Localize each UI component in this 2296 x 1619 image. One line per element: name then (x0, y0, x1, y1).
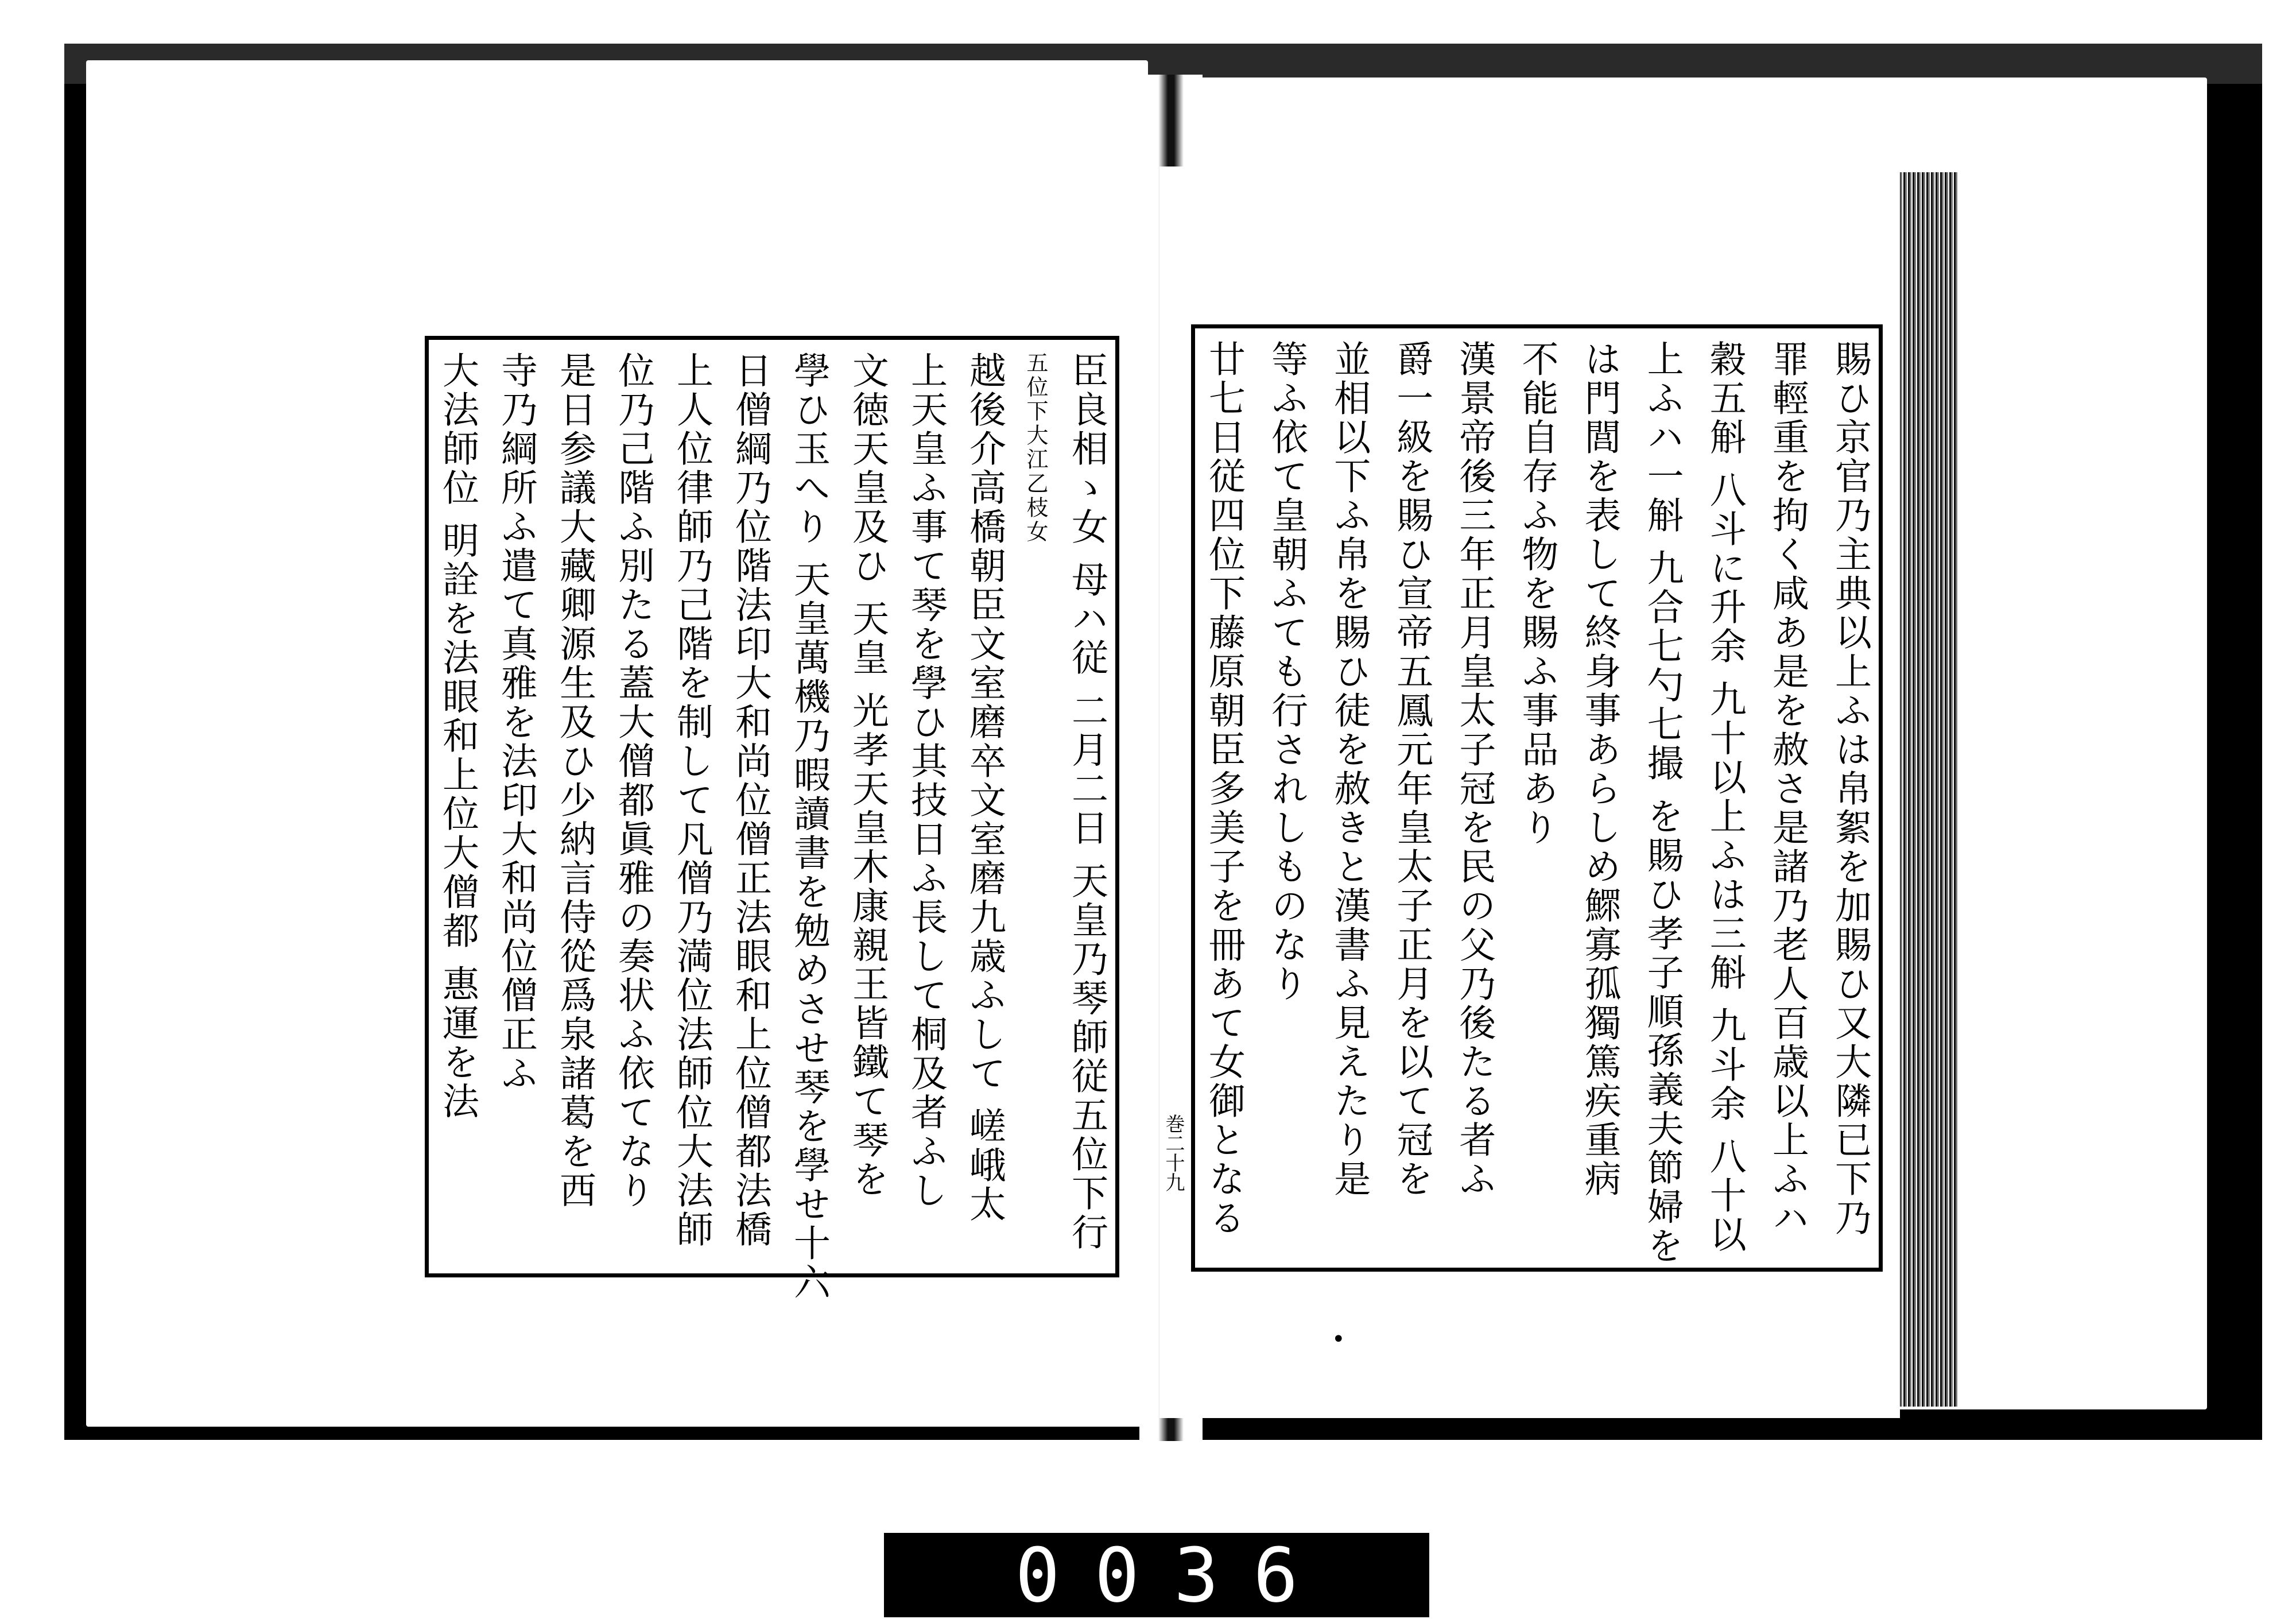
page-fore-edge (1894, 172, 1957, 1407)
scan-speck: • (1332, 1326, 1345, 1353)
left-column-9: 位乃己階ふ別たる蓋大僧都眞雅の奏状ふ依てなり (612, 351, 654, 1210)
left-column-11: 寺乃綱所ふ遣て真雅を法印大和尚位僧正ふ (495, 351, 537, 1093)
left-column-8: 上人位律師乃己階を制して凡僧乃満位法師位大法師 (670, 351, 713, 1249)
right-column-11: 廿七日従四位下藤原朝臣多美子を冊あて女御となる (1203, 340, 1245, 1238)
left-column-4: 上天皇ふ事て琴を學ひ其技日ふ長して桐及者ふし (905, 351, 947, 1210)
left-column-5: 文徳天皇及ひ 天皇 光孝天皇木康親王皆鐵て琴を (846, 351, 889, 1199)
left-text-frame (425, 336, 1119, 1303)
right-column-2: 罪輕重を拘く咸あ是を赦さ是諸乃老人百歳以上ふハ (1766, 340, 1809, 1238)
right-column-4: 上ふハ一斛 九合七勺七撮 を賜ひ孝子順孫義夫節婦を (1640, 340, 1684, 1266)
left-column-12: 大法師位 明詮を法眼和上位大僧都 惠運を法 (436, 351, 479, 1121)
left-column-10: 是日参議大藏卿源生及ひ少納言侍從爲泉諸葛を西 (553, 351, 596, 1210)
frame-number-plate (884, 1533, 1429, 1617)
left-column-3: 越後介高橋朝臣文室磨卒文室磨九歳ふして 嵯峨太 (963, 351, 1006, 1225)
left-text-columns (436, 351, 1108, 1303)
right-text-columns (1203, 340, 1871, 1266)
right-column-1: 賜ひ京官乃主典以上ふは帛絮を加賜ひ又大隣已下乃 (1828, 340, 1871, 1238)
right-column-8: 爵一級を賜ひ宣帝五鳳元年皇太子正月を以て冠を (1390, 340, 1433, 1199)
right-column-3: 穀五斛 八斗に升余 九十以上ふは三斛 九斗余 八十以 (1703, 340, 1746, 1255)
frame-number: 0036 (1015, 1531, 1333, 1619)
left-column-7: 日僧綱乃位階法印大和尚位僧正法眼和上位僧都法橋 (729, 351, 771, 1249)
volume-margin-note: 巻二十九 (1162, 1114, 1185, 1192)
right-column-7: 漢景帝後三年正月皇太子冠を民の父乃後たる者ふ (1453, 340, 1496, 1199)
right-column-5: は門閭を表して終身事あらしめ鰥寡孤獨篤疾重病 (1578, 340, 1621, 1199)
left-column-2: 五位下大江乙枝女 (1023, 351, 1048, 544)
left-column-1: 臣良相ゝ女 母ハ従 二月二日 天皇乃琴師従五位下行 (1065, 351, 1108, 1253)
right-text-frame (1191, 324, 1883, 1272)
right-column-10: 等ふ依て皇朝ふても行されしものなり (1265, 340, 1308, 1004)
left-column-6: 學ひ玉へり 天皇萬機乃暇讀書を勉めさせ琴を學せ十六 (788, 351, 830, 1303)
right-column-9: 並相以下ふ帛を賜ひ徒を赦きと漢書ふ見えたり是 (1328, 340, 1371, 1199)
right-column-6: 不能自存ふ物を賜ふ事品あり (1515, 340, 1558, 847)
